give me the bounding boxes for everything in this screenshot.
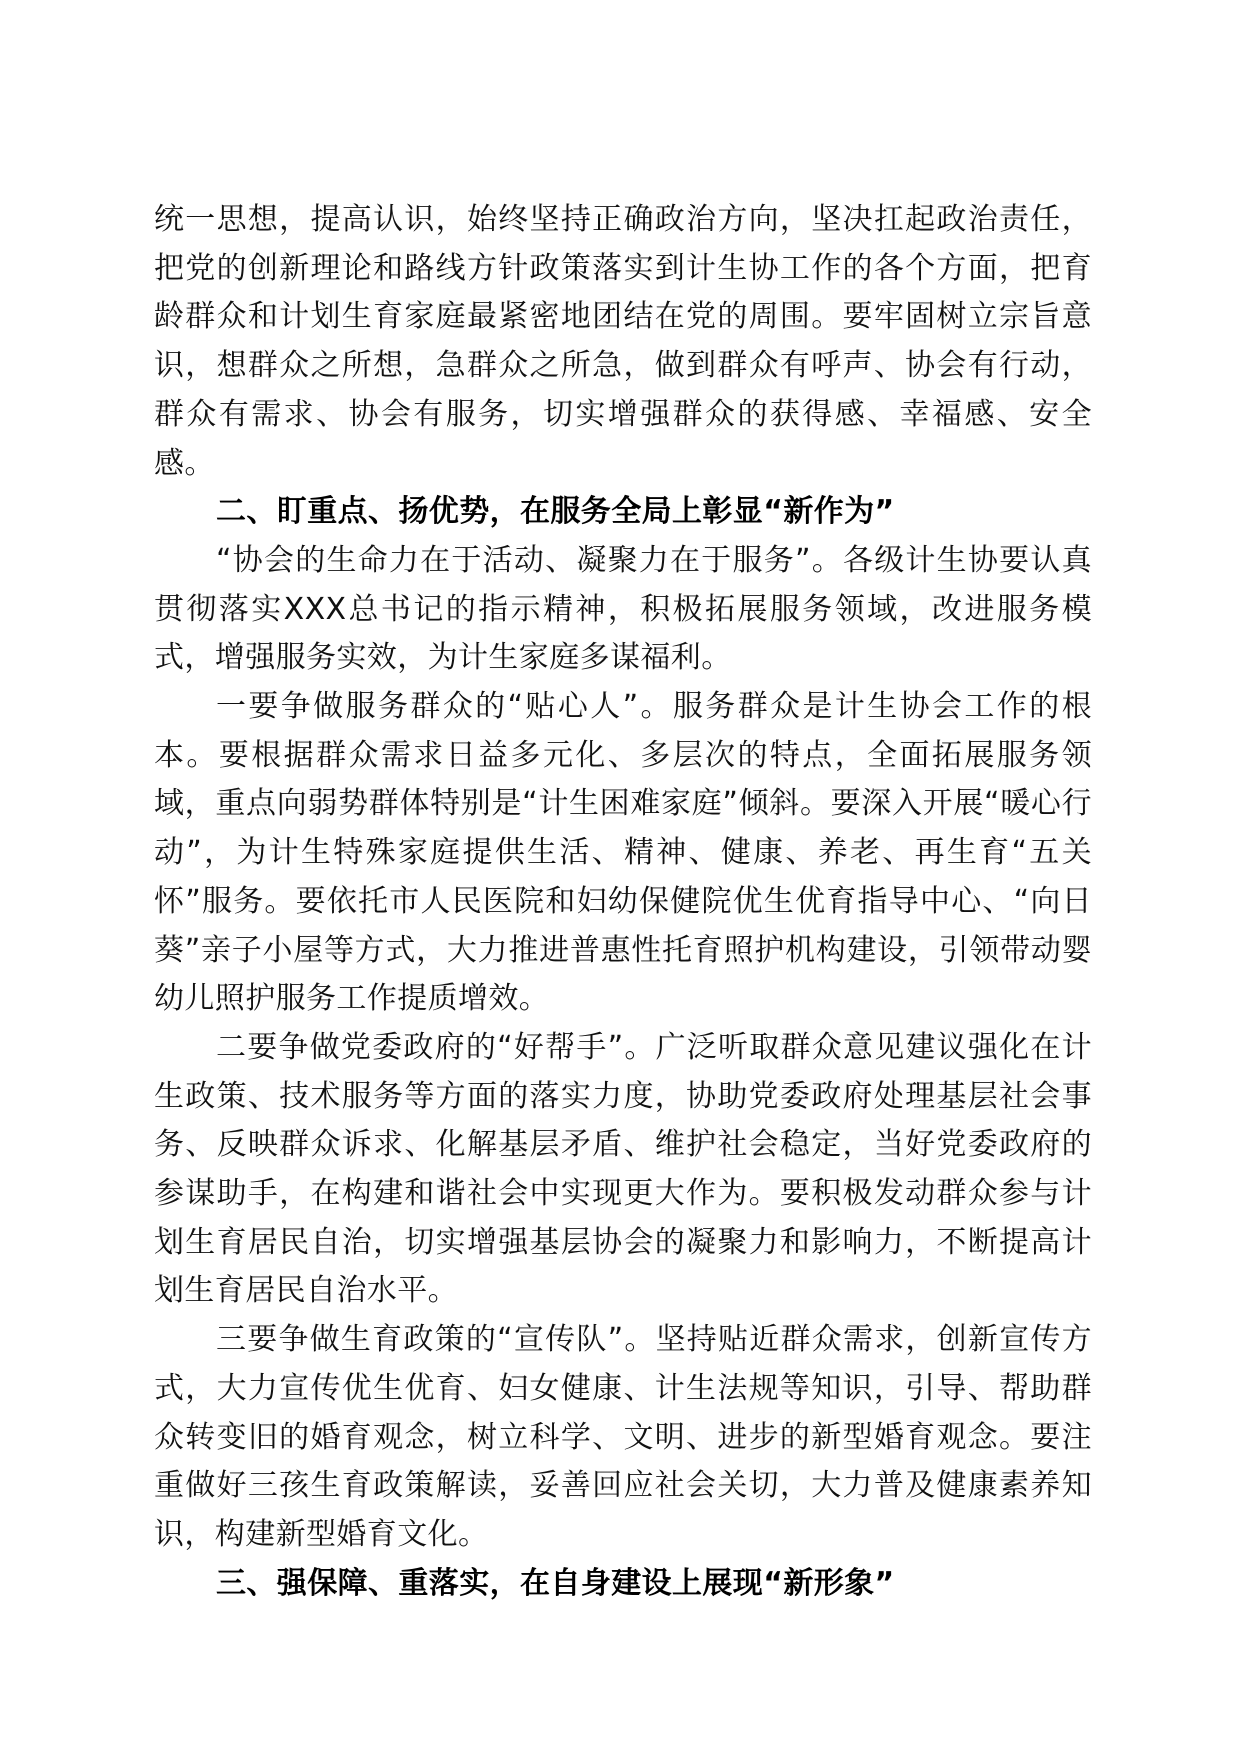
paragraph-serve-masses: 一要争做服务群众的“贴心人”。服务群众是计生协会工作的根本。要根据群众需求日益多元化、多层次的特点，全面拓展服务领域，重点向弱势群体特别是“计生困难家庭”倾斜。要深入开展“暖心行动”，为计生特殊家庭提供生活、精神、健康、养老、再生育“五关怀”服务。要依托市人民医院和妇幼保健院优生优育指导中心、“向日葵”亲子小屋等方式，大力推进普惠性托育照护机构建设，引领带动婴幼儿照护服务工作提质增效。 <box>154 689 1092 1017</box>
section-heading-two: 二、盯重点、扬优势，在服务全局上彰显“新作为” <box>216 494 895 530</box>
section-heading-three: 三、强保障、重落实，在自身建设上展现“新形象” <box>216 1565 895 1601</box>
paragraph-association-service: “协会的生命力在于活动、凝聚力在于服务”。各级计生协要认真贯彻落实XXX总书记的指示精神，积极拓展服务领域，改进服务模式，增强服务实效，为计生家庭多谋福利。 <box>154 542 1092 676</box>
paragraph-intro: 统一思想，提高认识，始终坚持正确政治方向，坚决扛起政治责任，把党的创新理论和路线方针政策落实到计生协工作的各个方面，把育龄群众和计划生育家庭最紧密地团结在党的周围。要牢固树立宗旨意识，想群众之所想，急群众之所急，做到群众有呼声、协会有行动，群众有需求、协会有服务，切实增强群众的获得感、幸福感、安全感。 <box>154 202 1092 481</box>
paragraph-publicity-team: 三要争做生育政策的“宣传队”。坚持贴近群众需求，创新宣传方式，大力宣传优生优育、妇女健康、计生法规等知识，引导、帮助群众转变旧的婚育观念，树立科学、文明、进步的新型婚育观念。要注重做好三孩生育政策解读，妥善回应社会关切，大力普及健康素养知识，构建新型婚育文化。 <box>154 1322 1092 1552</box>
paragraph-good-helper: 二要争做党委政府的“好帮手”。广泛听取群众意见建议强化在计生政策、技术服务等方面的落实力度，协助党委政府处理基层社会事务、反映群众诉求、化解基层矛盾、维护社会稳定，当好党委政府的参谋助手，在构建和谐社会中实现更大作为。要积极发动群众参与计划生育居民自治，切实增强基层协会的凝聚力和影响力，不断提高计划生育居民自治水平。 <box>154 1029 1092 1309</box>
document-body <box>154 196 1092 1608</box>
